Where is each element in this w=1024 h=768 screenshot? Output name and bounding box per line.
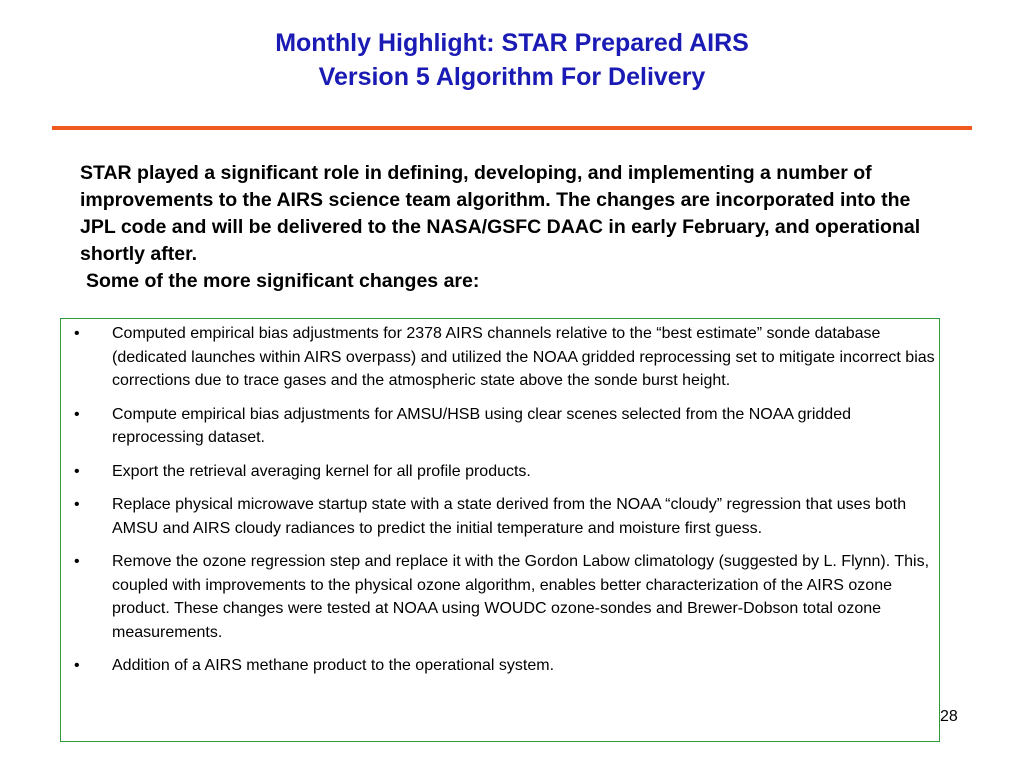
list-item <box>60 403 935 450</box>
list-item <box>60 460 935 484</box>
page-number: 28 <box>940 708 958 725</box>
bullet-icon: • <box>74 496 80 513</box>
intro-text <box>80 160 950 295</box>
title-divider <box>52 126 972 130</box>
list-item <box>60 322 935 393</box>
bullet-icon: • <box>74 405 80 423</box>
intro-paragraph: STAR played a significant role in defining, developing, and implementing a number of improvements to the AIRS science team algorithm. The changes are incorporated into the JPL code and will be delivered to the NASA/GSFC DAAC in early February, and operational shortly after. <box>80 162 921 265</box>
intro-lead: Some of the more significant changes are: <box>86 270 480 292</box>
changes-list <box>60 322 935 688</box>
list-item-text: Compute empirical bias adjustments for AMSU/HSB using clear scenes selected from the NOAA gridded reprocessing dataset. <box>112 405 851 446</box>
slide-title <box>0 26 1024 94</box>
list-item <box>60 654 935 678</box>
bullet-icon: • <box>74 462 80 480</box>
list-item-text: Replace physical microwave startup state with a state derived from the NOAA “cloudy” regression that uses both AMSU and AIRS cloudy radiances to predict the initial temperature and moisture first guess. <box>112 496 907 537</box>
list-item <box>60 493 935 540</box>
list-item-text: Export the retrieval averaging kernel for all profile products. <box>112 462 531 480</box>
bullet-icon: • <box>74 553 80 570</box>
list-item-text: Addition of a AIRS methane product to the operational system. <box>112 657 555 674</box>
bullet-icon: • <box>74 325 80 342</box>
slide-title-line-1: Monthly Highlight: STAR Prepared AIRS <box>275 29 749 57</box>
bullet-icon: • <box>74 657 80 674</box>
slide-title-line-2: Version 5 Algorithm For Delivery <box>318 63 706 91</box>
list-item-text: Computed empirical bias adjustments for 2378 AIRS channels relative to the “best estimate” sonde database (dedicated launches within AIRS overpass) and utilized the NOAA gridded reprocessing set to mitigate incorrect bias corrections due to trace gases and the atmospheric state above the sonde burst height. <box>112 325 935 389</box>
list-item <box>60 550 935 644</box>
list-item-text: Remove the ozone regression step and replace it with the Gordon Labow climatology (suggested by L. Flynn). This, coupled with improvements to the physical ozone algorithm, enables better characterization of the AIRS ozone product. These changes were tested at NOAA using WOUDC ozone-sondes and Brewer-Dobson total ozone measurements. <box>112 553 930 641</box>
